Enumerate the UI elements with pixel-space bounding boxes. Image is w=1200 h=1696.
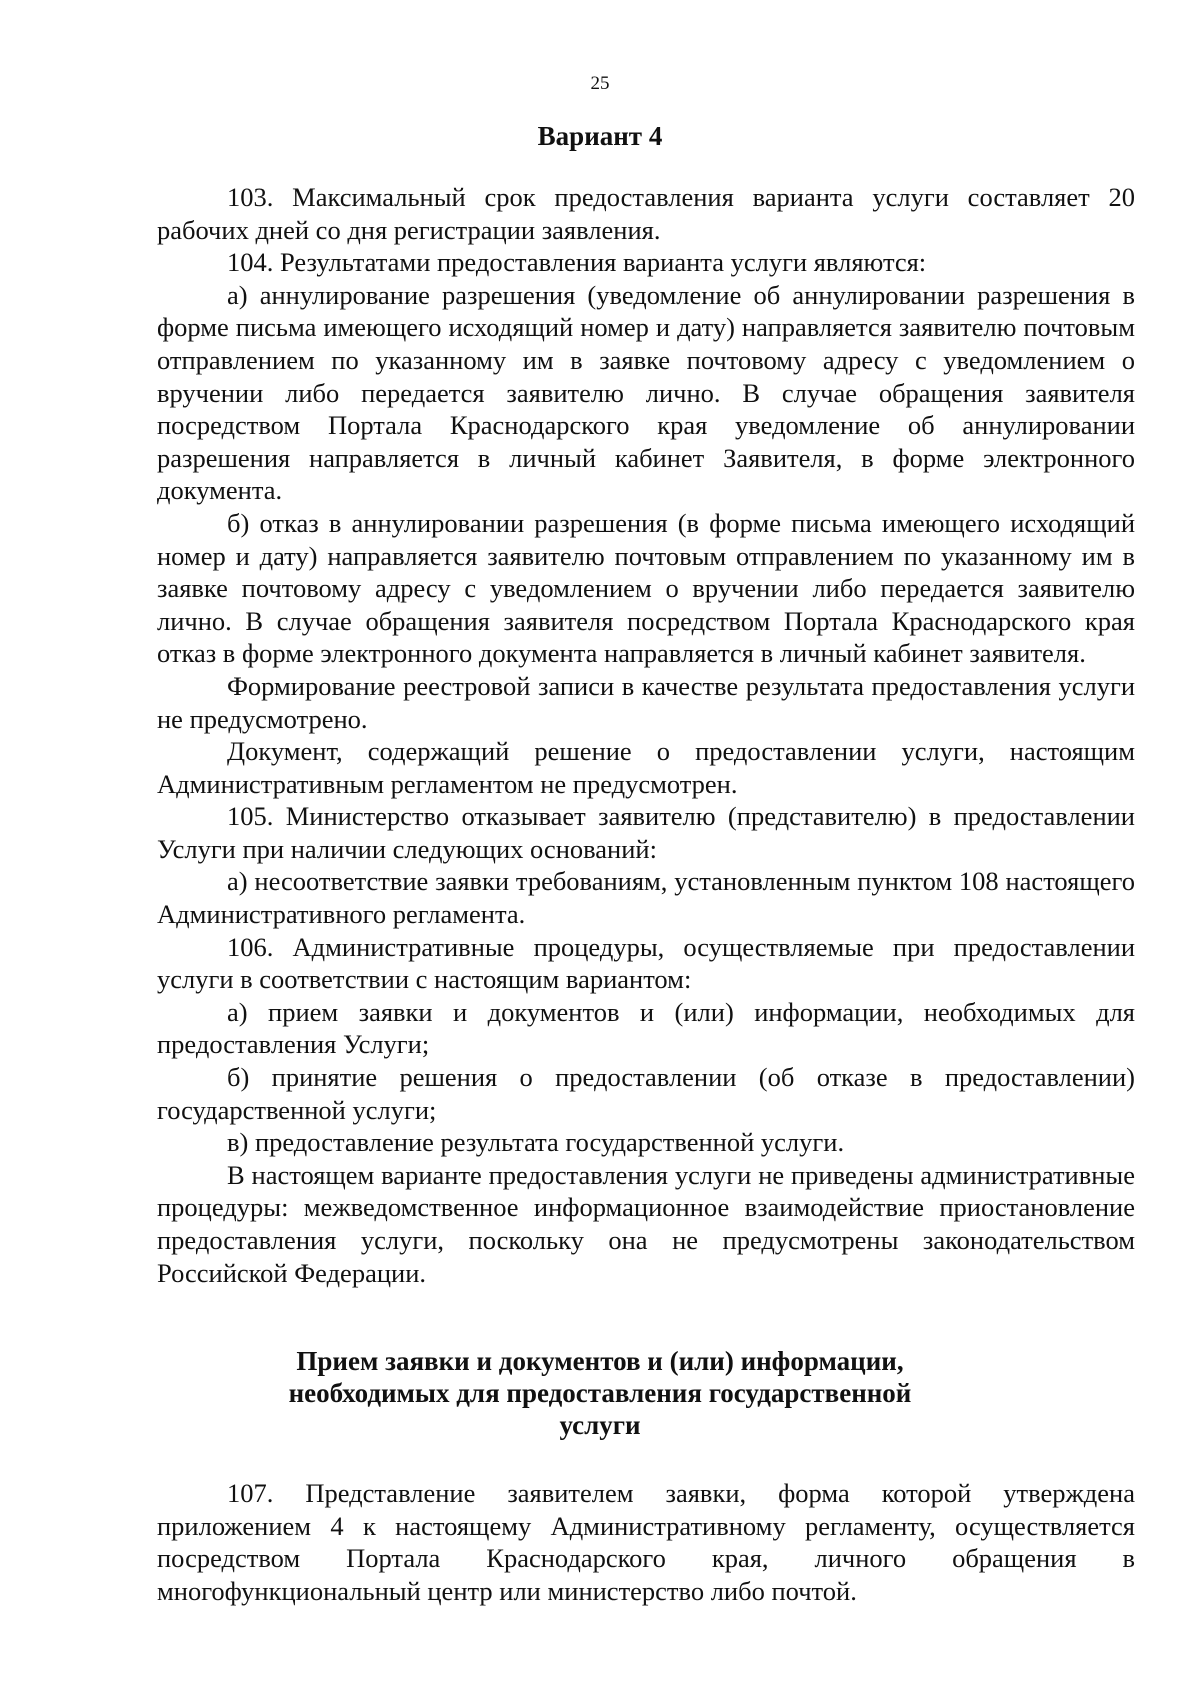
section-heading [0, 1345, 1200, 1441]
section-heading-line: услуги [559, 1410, 641, 1440]
paragraph-106: 106. Административные процедуры, осуществляемые при предоставлении услуги в соответствии с настоящим вариантом: [157, 931, 1135, 995]
paragraph-registry: Формирование реестровой записи в качестве результата предоставления услуги не предусмотрено. [157, 670, 1135, 734]
paragraph-106-b: б) принятие решения о предоставлении (об отказе в предоставлении) государственной услуги; [157, 1062, 1135, 1125]
paragraph-105-a: а) несоответствие заявки требованиям, установленным пунктом 108 настоящего Административного регламента. [157, 866, 1135, 930]
body-text-continued [157, 1477, 1135, 1607]
page-number: 25 [590, 73, 610, 94]
paragraph-104-b: б) отказ в аннулировании разрешения (в форме письма имеющего исходящий номер и дату) направляется заявителю почтовым отправлением по указанному им в заявке почтовому адресу с уведомлением о вручении либо передается заявителю лично. В случае обращения заявителя посредством Портала Краснодарского края отказ в форме электронного документа направляется в личный кабинет заявителя. [157, 507, 1135, 669]
paragraph-103: 103. Максимальный срок предоставления варианта услуги составляет 20 рабочих дней со дня регистрации заявления. [157, 182, 1135, 245]
variant-heading: Вариант 4 [537, 121, 663, 151]
paragraph-106-v: в) предоставление результата государственной услуги. [227, 1127, 845, 1158]
paragraph-107: 107. Представление заявителем заявки, форма которой утверждена приложением 4 к настоящему Административному регламенту, осуществляется посредством Портала Краснодарского края, личного обращения в многофункциональный центр или министерство либо почтой. [157, 1478, 1135, 1606]
section-heading-line: Прием заявки и документов и (или) информации, [296, 1346, 904, 1376]
section-heading-line: необходимых для предоставления государственной [288, 1378, 912, 1408]
paragraph-document: Документ, содержащий решение о предоставлении услуги, настоящим Административным регламентом не предусмотрен. [157, 736, 1135, 799]
paragraph-procedures-note: В настоящем варианте предоставления услуги не приведены административные процедуры: межведомственное информационное взаимодействие приостановление предоставления услуги, поскольку она не предусмотрены законодательством Российской Федерации. [157, 1159, 1135, 1288]
paragraph-104: 104. Результатами предоставления варианта услуги являются: [227, 247, 927, 278]
body-text [157, 181, 1135, 1289]
paragraph-106-a: а) прием заявки и документов и (или) информации, необходимых для предоставления Услуги; [157, 996, 1135, 1060]
paragraph-104-a: а) аннулирование разрешения (уведомление об аннулировании разрешения в форме письма имеющего исходящий номер и дату) направляется заявителю почтовым отправлением по указанному им в заявке почтовому адресу с уведомлением о вручении либо передается заявителю лично. В случае обращения заявителя посредством Портала Краснодарского края уведомление об аннулировании разрешения направляется в личный кабинет Заявителя, в форме электронного документа. [157, 279, 1135, 506]
paragraph-105: 105. Министерство отказывает заявителю (представителю) в предоставлении Услуги при наличии следующих оснований: [157, 801, 1135, 864]
